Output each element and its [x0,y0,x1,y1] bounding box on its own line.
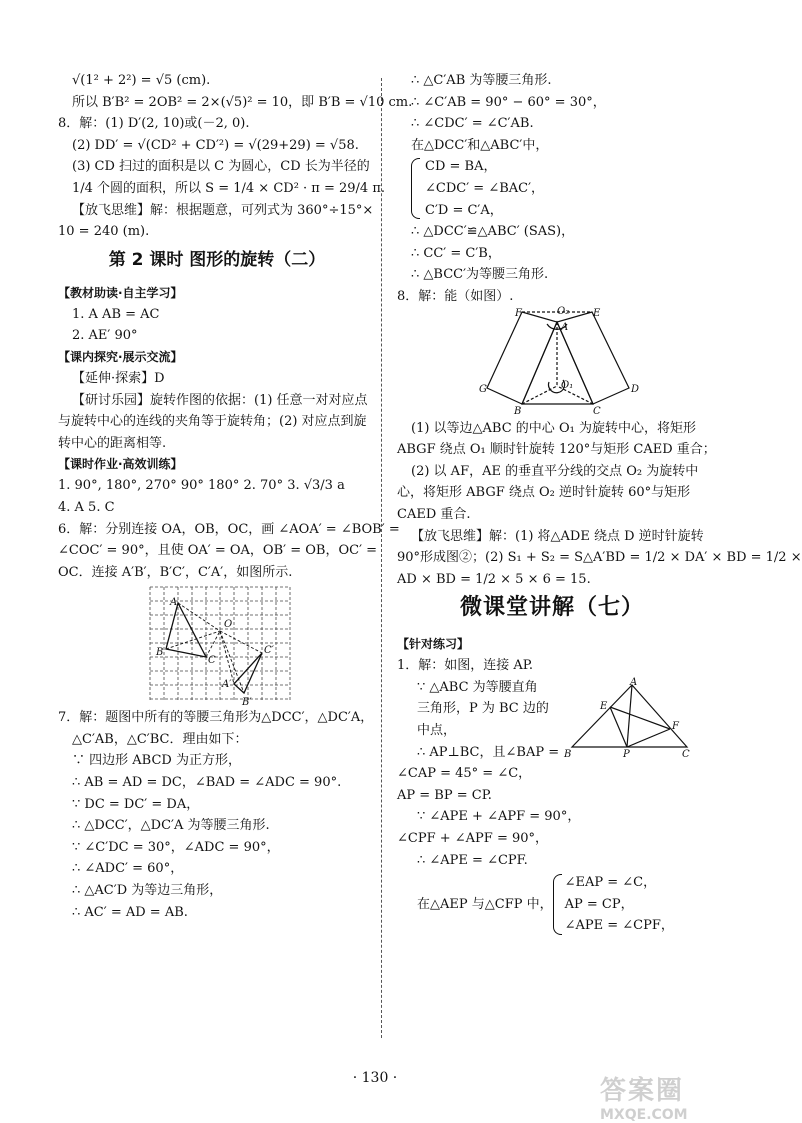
text-line: C′D = C′A， [425,202,503,218]
lesson-title: 第 2 课时 图形的旋转（二） [108,249,326,270]
text-line: ∵ 四边形 ABCD 为正方形， [72,753,241,769]
point-label: B [514,405,522,417]
point-label: B [156,647,164,659]
right-column [397,70,802,937]
brace [553,874,562,935]
point-label: A′ [222,679,232,691]
answer-line: 1. A AB = AC [72,306,160,322]
point-label: O₂ [557,305,570,317]
text-line: ∠CAP = 45° = ∠C， [397,766,532,782]
point-label: E [593,307,601,319]
question-1: 1．解：如图，连接 AP. [397,658,534,674]
section-heading: 【教材助读·自主学习】 [58,285,183,300]
text-line: ∠EAP = ∠C， [564,875,657,891]
point-label: C [208,655,216,667]
watermark-logo: 答案圈 [600,1076,685,1106]
text-line: ∴ ∠APE = ∠CPF. [417,852,528,868]
point-label: O [224,619,233,631]
triangle-proof-block [397,677,707,850]
text-line: 1/4 个圆的面积，所以 S = 1/4 × CD² · π = 29/4 π. [72,180,386,196]
text-line: 所以 B′B² = 2OB² = 2×(√5)² = 10，即 B′B = √10 cm. [72,94,413,110]
text-line: ∵ DC = DC′ = DA， [72,796,200,812]
text-line: ∴ ∠C′AB = 90° − 60° = 30°， [411,94,606,110]
question-8: 8．解：能（如图）. [397,288,514,304]
text-line: (3) CD 扫过的面积是以 C 为圆心，CD 长为半径的 [72,159,370,175]
text-line: ∴ △AC′D 为等边三角形， [72,883,223,899]
text-line: 与旋转中心的连线的夹角等于旋转角；(2) 对应点到旋 [58,414,367,430]
rectangles-rotation-figure [397,305,707,418]
point-label: A [630,676,638,688]
text-line: 转中心的距离相等. [58,435,167,451]
brace [411,158,420,219]
left-column [58,70,413,923]
text-line: 90°形成图②；(2) S₁ + S₂ = S△A′BD = 1/2 × DA′ × BD = 1/2 × [397,550,802,566]
text-line: 中点， [417,723,457,739]
point-label: P [623,748,630,760]
question-8: 8．解：(1) D′(2, 10)或(－2, 0). [58,116,250,132]
text-line: ∴ △DCC′，△DC′A 为等腰三角形. [72,818,270,834]
text-line: CAED 重合. [397,506,471,522]
point-label: C [682,748,690,760]
text-line: 【研讨乐园】旋转作图的依据：(1) 任意一对对应点 [72,392,368,408]
congruence-conditions [397,871,707,937]
text-line: ∴ △C′AB 为等腰三角形. [411,73,552,88]
text-line: ∠CPF + ∠APF = 90°， [397,831,549,847]
micro-lesson-title: 微课堂讲解（七） [459,595,644,621]
text-line: ∵ △ABC 为等腰直角 [417,679,538,695]
text-line: ABGF 绕点 O₁ 顺时针旋转 120°与矩形 CAED 重合； [397,442,716,458]
text-line: ∴ CC′ = C′B， [411,245,501,261]
text-line: ∴ AB = AD = DC，∠BAD = ∠ADC = 90°. [72,775,342,791]
text-line: ∵ ∠APE + ∠APF = 90°， [417,809,581,825]
question-7: 7．解：题图中所有的等腰三角形为△DCC′，△DC′A， [58,710,374,726]
point-label: C [593,405,601,417]
text-line: (2) 以 AF，AE 的垂直平分线的交点 O₂ 为旋转中 [411,463,699,479]
point-label: O₁ [561,379,574,391]
equation-system [411,156,707,221]
point-label: C′ [264,645,274,657]
text-line: ∠CDC′ = ∠BAC′， [425,180,545,196]
question-6: 6．解：分别连接 OA，OB，OC，画 ∠AOA′ = ∠BOB′ = [58,521,400,537]
text-line: ∴ △BCC′为等腰三角形. [411,267,549,283]
point-label: F [515,307,522,319]
text-line: 三角形，P 为 BC 边的 [417,701,549,717]
text-line: ∴ AC′ = AD = AB. [72,904,188,920]
fly-thinking: 【放飞思维】解：(1) 将△ADE 绕点 D 逆时针旋转 [411,528,704,544]
text-line: ∴ ∠ADC′ = 60°， [72,861,184,877]
text-line: (2) DD′ = √(CD² + CD′²) = √(29+29) = √58. [72,137,359,153]
section-heading: 【针对练习】 [397,637,470,652]
text-line: 心，将矩形 ABGF 绕点 O₂ 逆时针旋转 60°与矩形 [397,485,691,501]
watermark [600,1070,740,1123]
point-label: B′ [242,697,252,709]
text-line: 在△AEP 与△CFP 中， [417,896,553,912]
point-label: A [561,321,569,333]
point-label: G [479,383,487,395]
isosceles-right-triangle-figure [562,676,707,760]
text-line: 10 = 240 (m). [58,224,150,240]
section-heading: 【课时作业·高效训练】 [58,457,183,472]
rotation-grid-figure [58,583,376,707]
answer-line: 4. A 5. C [58,499,115,515]
text-line: AP = CP， [564,896,634,912]
page-number: · 130 · [352,1070,398,1086]
point-label: D [631,383,640,395]
text-line: ∴ △DCC′≌△ABC′ (SAS)， [411,224,575,240]
fly-thinking: 【放飞思维】解：根据题意，可列式为 360°÷15°× [72,202,374,218]
column-divider [381,78,382,1038]
text-line: ∵ ∠C′DC = 30°，∠ADC = 90°， [72,839,280,855]
answer-line: 2. AE′ 90° [72,328,138,344]
text-line: ∠COC′ = 90°，且使 OA′ = OA，OB′ = OB，OC′ = [58,543,378,559]
text-line: OC．连接 A′B′，B′C′，C′A′，如图所示. [58,564,293,580]
point-label: F [672,720,679,732]
section-heading: 【课内探究·展示交流】 [58,349,183,364]
text-line: △C′AB，△C′BC．理由如下： [72,731,248,747]
text-line: AD × BD = 1/2 × 5 × 6 = 15. [397,571,591,587]
point-label: B [564,748,572,760]
text-line: (1) 以等边△ABC 的中心 O₁ 为旋转中心，将矩形 [411,420,696,436]
text-line: AP = BP = CP. [397,787,492,803]
text-line: ∴ AP⊥BC，且∠BAP = [417,744,560,760]
text-line: 在△DCC′和△ABC′中， [411,137,549,153]
text-line: CD = BA， [425,159,497,175]
point-label: A [170,597,178,609]
watermark-url: MXQE.COM [600,1107,688,1123]
equation-system [553,872,674,937]
point-label: E [600,700,608,712]
answer-line: 【延伸·探索】D [72,370,165,386]
answer-line: 1. 90°, 180°, 270° 90° 180° 2. 70° 3. √3/3 a [58,478,345,494]
text-line: √(1² + 2²) = √5 (cm). [72,73,211,88]
text-line: ∠APE = ∠CPF， [564,918,674,934]
text-line: ∴ ∠CDC′ = ∠C′AB. [411,116,534,132]
